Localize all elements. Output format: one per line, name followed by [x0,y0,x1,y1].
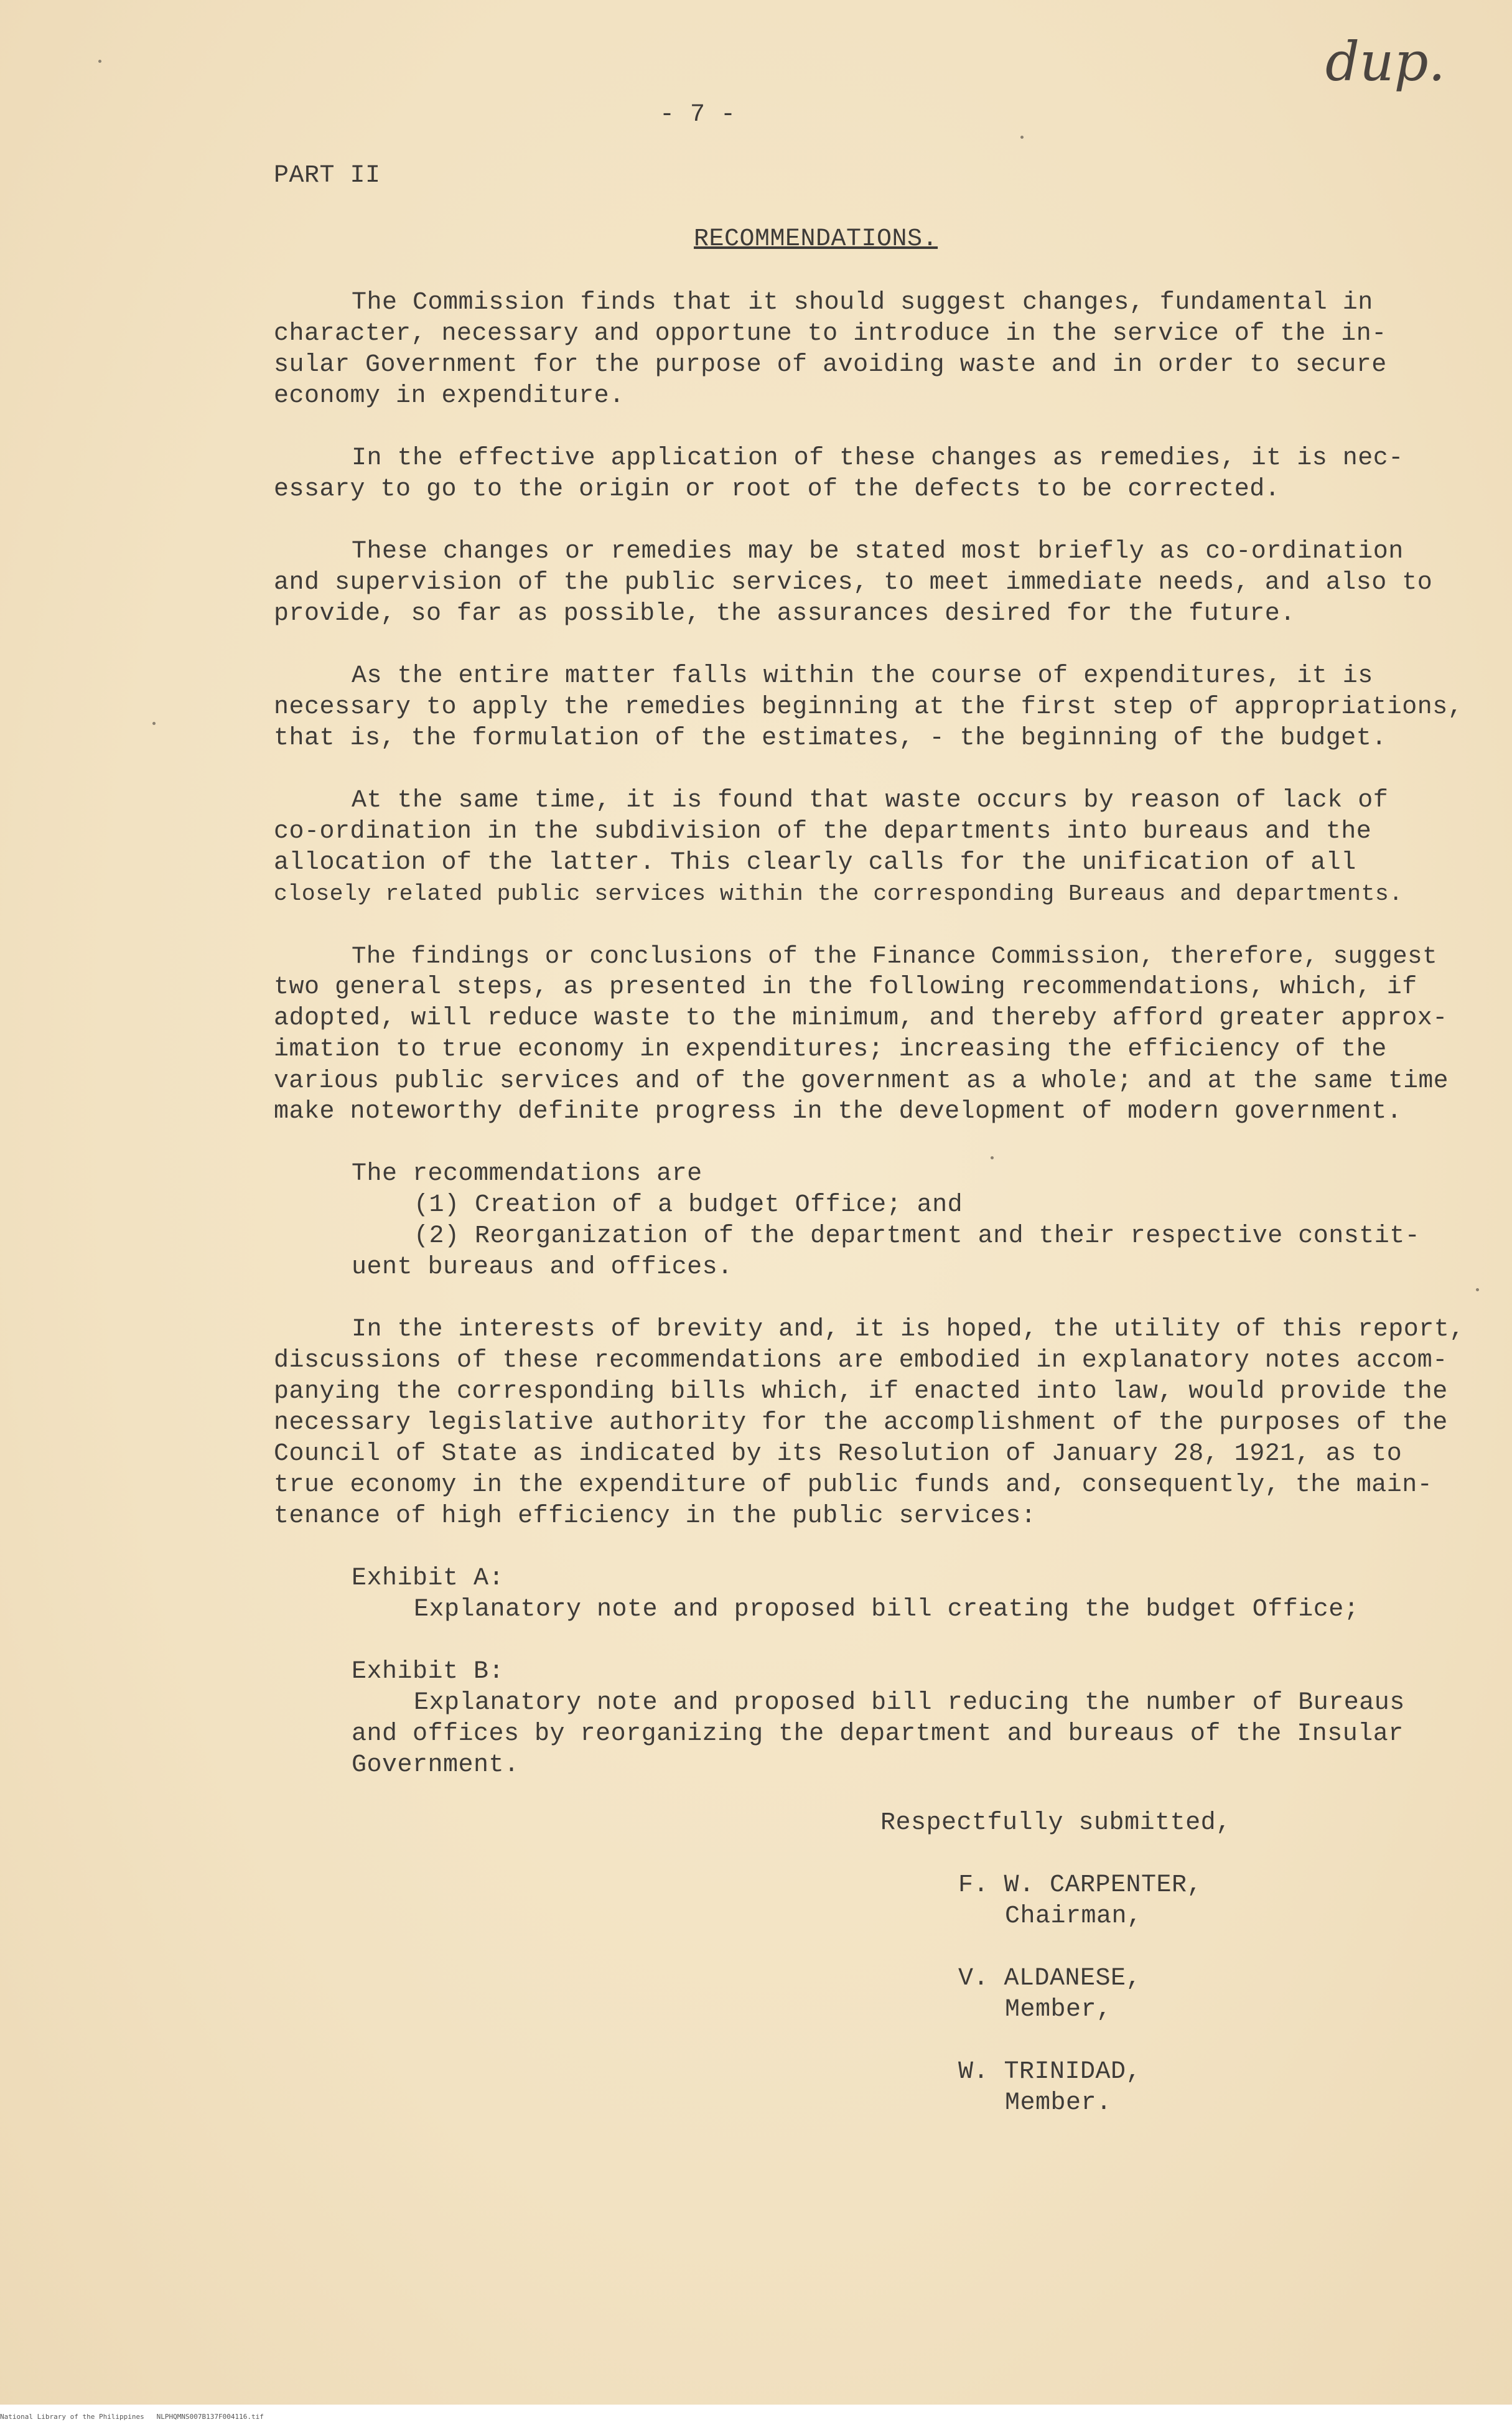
section-heading: RECOMMENDATIONS. [694,225,938,253]
signatory-name: F. W. CARPENTER, [958,1871,1203,1899]
paragraph-line: In the interests of brevity and, it is hoped, the utility of this report, [352,1316,1465,1344]
list-item: (1) Creation of a budget Office; and [414,1191,963,1219]
part-label: PART II [274,162,381,190]
exhibit-b-label: Exhibit B: [352,1658,505,1686]
paragraph-line: co-ordination in the subdivision of the departments into bureaus and the [274,818,1372,846]
list-item: (2) Reorganization of the department and their respective constit- [414,1222,1421,1250]
paragraph-line: adopted, will reduce waste to the minimum, and thereby afford greater approx- [274,1004,1448,1032]
exhibit-b-text: Government. [352,1751,520,1779]
exhibit-b-text: Explanatory note and proposed bill reducing the number of Bureaus [414,1689,1405,1717]
paragraph-line: various public services and of the government as a whole; and at the same time [274,1067,1449,1095]
paragraph-line: allocation of the latter. This clearly calls for the unification of all [274,849,1356,877]
exhibit-a-label: Exhibit A: [352,1564,505,1592]
paragraph-line: necessary to apply the remedies beginning at the first step of appropriations, [274,693,1463,721]
paragraph-line: The Commission finds that it should suggest changes, fundamental in [352,289,1373,317]
signatory-role: Chairman, [1005,1902,1142,1930]
paragraph-line: The findings or conclusions of the Finance Commission, therefore, suggest [352,943,1437,970]
exhibit-a-text: Explanatory note and proposed bill creating the budget Office; [414,1596,1360,1624]
paragraph-line: As the entire matter falls within the course of expenditures, it is [352,662,1373,690]
exhibit-b-text: and offices by reorganizing the department and bureaus of the Insular [352,1720,1404,1748]
paragraph-line: At the same time, it is found that waste occurs by reason of lack of [352,787,1389,815]
paper-speck [1020,136,1024,139]
signatory-name: V. ALDANESE, [958,1965,1142,1993]
paragraph-line: make noteworthy definite progress in the development of modern government. [274,1098,1402,1126]
paragraph-line: These changes or remedies may be stated most briefly as co-ordination [352,538,1404,566]
paper-speck [1476,1288,1479,1291]
paragraph-line: character, necessary and opportune to introduce in the service of the in- [274,320,1387,348]
paper-speck [991,1156,994,1159]
paragraph-line: tenance of high efficiency in the public services: [274,1502,1037,1530]
paragraph-line: necessary legislative authority for the accomplishment of the purposes of the [274,1409,1448,1437]
signatory-role: Member, [1005,1996,1112,2024]
paragraph-line: economy in expenditure. [274,382,625,410]
paragraph-line: essary to go to the origin or root of the defects to be corrected. [274,475,1281,503]
page-number: - 7 - [660,101,736,129]
handwritten-annotation: dup. [1325,31,1445,93]
paragraph-line: sular Government for the purpose of avoiding waste and in order to secure [274,351,1387,379]
paragraph-line: Council of State as indicated by its Resolution of January 28, 1921, as to [274,1440,1402,1468]
paragraph-line: and supervision of the public services, to meet immediate needs, and also to [274,569,1433,597]
paragraph-line: The recommendations are [352,1160,702,1188]
paragraph-line: provide, so far as possible, the assurances desired for the future. [274,600,1295,628]
paper-speck [152,722,156,725]
paragraph-line: panying the corresponding bills which, if enacted into law, would provide the [274,1378,1448,1406]
paragraph-line: true economy in the expenditure of public funds and, consequently, the main- [274,1471,1433,1499]
paper-speck [98,60,101,63]
signatory-name: W. TRINIDAD, [958,2058,1142,2086]
archive-footer: National Library of the Philippines NLPHQMNS007B137F004116.tif [0,2413,264,2421]
paragraph-line: two general steps, as presented in the following recommendations, which, if [274,973,1417,1001]
list-item: uent bureaus and offices. [352,1253,733,1281]
paragraph-line: In the effective application of these changes as remedies, it is nec- [352,444,1404,472]
paragraph-line: closely related public services within the corresponding Bureaus and departments. [274,881,1403,907]
closing: Respectfully submitted, [880,1809,1231,1837]
paragraph-line: that is, the formulation of the estimates, - the beginning of the budget. [274,724,1387,752]
paragraph-line: imation to true economy in expenditures; increasing the efficiency of the [274,1036,1387,1064]
paragraph-line: discussions of these recommendations are embodied in explanatory notes accom- [274,1347,1448,1375]
signatory-role: Member. [1005,2089,1112,2117]
